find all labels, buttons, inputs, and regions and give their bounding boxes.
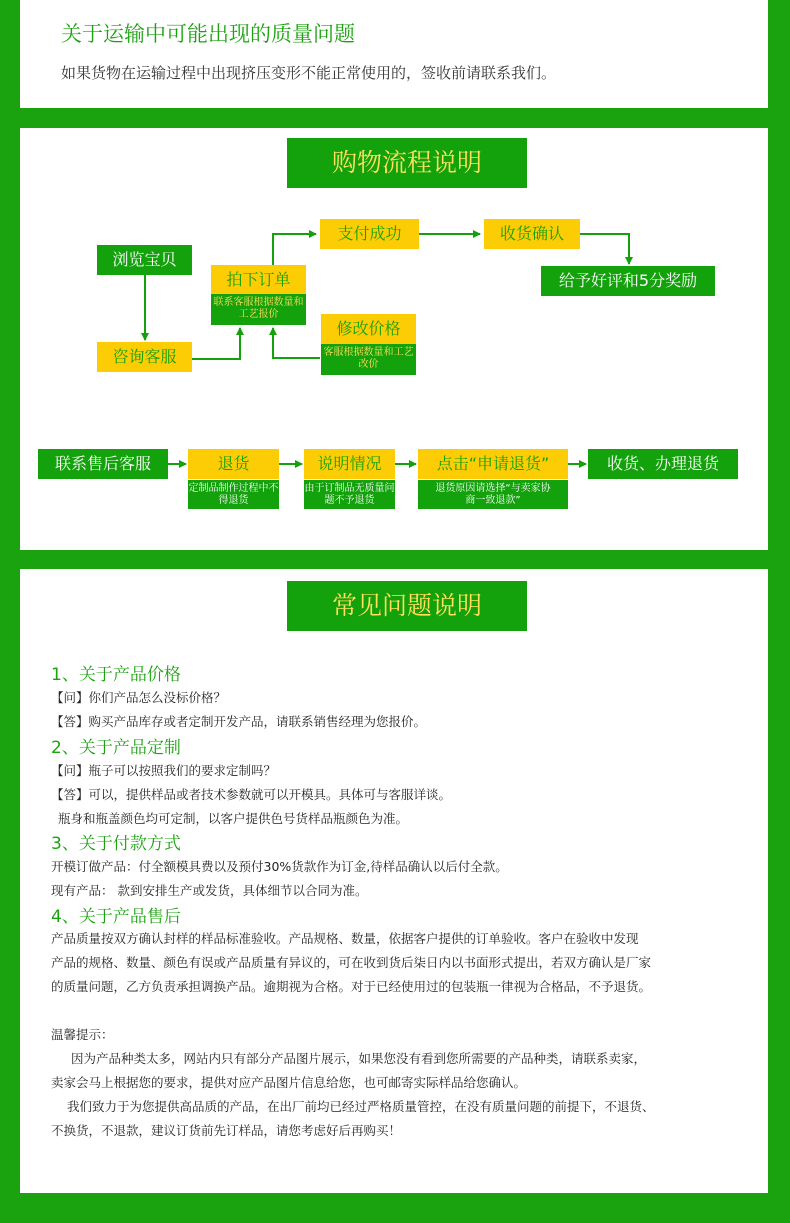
- arrow-receive-reward: [580, 234, 629, 264]
- shopping-flow-panel: [20, 128, 768, 550]
- return-step-explain: 说明情况: [304, 449, 395, 479]
- return-step-explain-note: 由于订制品无质量问题不予退货: [304, 480, 395, 509]
- transport-title: 关于运输中可能出现的质量问题: [61, 22, 355, 46]
- step-modify-note: 客服根据数量和工艺改价: [321, 344, 416, 375]
- tip-line1: 因为产品种类太多，网站内只有部分产品图片展示，如果您没有看到您所需要的产品种类，请联系卖家，: [71, 1051, 647, 1066]
- faq-payment-line1: 开模订做产品：付全额模具费以及预付30%货款作为订金,待样品确认以后付全款。: [51, 859, 508, 874]
- step-pay: 支付成功: [320, 219, 419, 249]
- tip-line4: 不换货，不退款，建议订货前先订样品，请您考虑好后再购买！: [51, 1123, 402, 1138]
- step-receive-confirm: 收货确认: [484, 219, 580, 249]
- faq-custom-question: 【问】瓶子可以按照我们的要求定制吗？: [51, 763, 277, 778]
- faq-price-question: 【问】你们产品怎么没标价格？: [51, 690, 227, 705]
- return-step-contact: 联系售后客服: [38, 449, 168, 479]
- faq-aftersale-line3: 的质量问题，乙方负责承担调换产品。逾期视为合格。对于已经使用过的包装瓶一律视为合格品，不予退货。: [51, 979, 652, 994]
- faq-banner: 常见问题说明: [287, 581, 527, 631]
- faq-aftersale-line1: 产品质量按双方确认封样的样品标准验收。产品规格、数量，依据客户提供的订单验收。客户在验收中发现: [51, 931, 639, 946]
- return-step-apply: 点击“申请退货”: [418, 449, 568, 479]
- faq-payment-line2: 现有产品： 款到安排生产或发货，具体细节以合同为准。: [51, 883, 368, 898]
- step-reward: 给予好评和5分奖励: [541, 266, 715, 296]
- step-modify: 修改价格: [321, 314, 416, 344]
- faq-aftersale-line2: 产品的规格、数量、颜色有误或产品质量有异议的，可在收到货后柒日内以书面形式提出，若双方确认是厂家: [51, 955, 652, 970]
- faq-price-answer: 【答】购买产品库存或者定制开发产品，请联系销售经理为您报价。: [51, 714, 427, 729]
- return-step-apply-note: 退货原因请选择“与卖家协商一致退款”: [418, 480, 568, 509]
- return-step-return: 退货: [188, 449, 279, 479]
- step-consult: 咨询客服: [97, 342, 192, 372]
- step-order: 拍下订单: [211, 265, 306, 294]
- faq-panel: [20, 569, 768, 1193]
- arrow-consult-order: [192, 328, 240, 359]
- return-step-return-note: 定制品制作过程中不得退货: [188, 480, 279, 509]
- faq-custom-answer: 【答】可以，提供样品或者技术参数就可以开模具。具体可与客服详谈。: [51, 787, 452, 802]
- faq-section-payment-title: 3、关于付款方式: [51, 834, 181, 854]
- step-order-note: 联系客服根据数量和工艺报价: [211, 294, 306, 325]
- tip-title: 温馨提示：: [51, 1027, 114, 1042]
- tip-line2: 卖家会马上根据您的要求，提供对应产品图片信息给您，也可邮寄实际样品给您确认。: [51, 1075, 527, 1090]
- transport-panel: [20, 0, 768, 108]
- faq-section-aftersale-title: 4、关于产品售后: [51, 907, 181, 927]
- faq-custom-note: 瓶身和瓶盖颜色均可定制，以客户提供色号货样品瓶颜色为准。: [58, 811, 409, 826]
- arrow-modify-order: [273, 328, 320, 358]
- faq-section-price-title: 1、关于产品价格: [51, 665, 181, 685]
- arrow-order-pay: [273, 234, 316, 265]
- faq-section-custom-title: 2、关于产品定制: [51, 738, 181, 758]
- return-step-finish: 收货、办理退货: [588, 449, 738, 479]
- tip-line3: 我们致力于为您提供高品质的产品，在出厂前均已经过严格质量管控，在没有质量问题的前提下，不退货、: [67, 1099, 655, 1114]
- transport-text: 如果货物在运输过程中出现挤压变形不能正常使用的，签收前请联系我们。: [61, 64, 557, 82]
- step-browse: 浏览宝贝: [97, 245, 192, 275]
- shopping-flow-banner: 购物流程说明: [287, 138, 527, 188]
